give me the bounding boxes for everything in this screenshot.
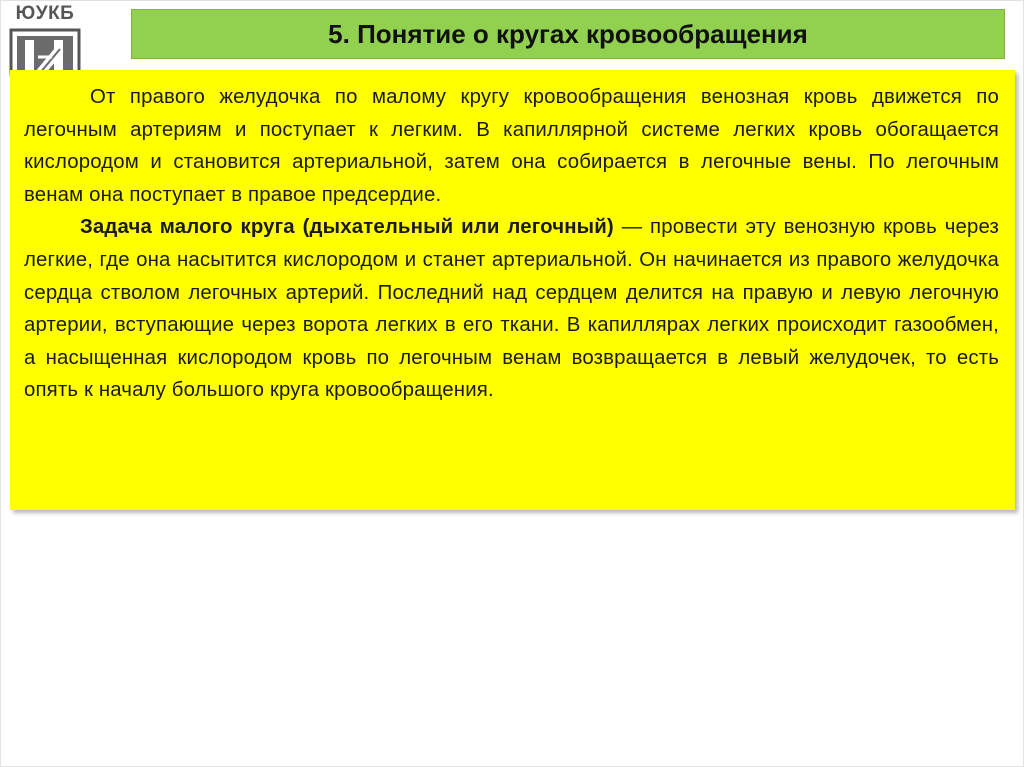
paragraph-task-heading: Задача малого круга (дыхательный или легочный) <box>80 216 614 239</box>
slide-title-bar <box>131 9 1005 59</box>
content-box <box>10 70 1015 510</box>
slide-title: 5. Понятие о кругах кровообращения <box>328 18 808 49</box>
paragraph-pulmonary-flow: От правого желудочка по малому кругу кровообращения венозная кровь движется по легочным артериям и поступает к легким. В капиллярной системе легких кровь обогащается кислородом и становится артериальной, затем она собирается в легочные вены. По легочным венам она поступает в правое предсердие. <box>24 86 999 206</box>
paragraph-task-text: — провести эту венозную кровь через легкие, где она насытится кислородом и станет артериальной. Он начинается из правого желудочка сердца стволом легочных артерий. Последний над сердцем делится на правую и левую легочную артерии, вступающие через ворота легких в его ткани. В капиллярах легких происходит газообмен, а насыщенная кислородом кровь по легочным венам возвращается в левый желудочек, то есть опять к началу большого круга кровообращения. <box>24 216 999 402</box>
paragraph-pulmonary-task <box>24 211 999 407</box>
logo-text: ЮУКБ <box>15 3 75 24</box>
